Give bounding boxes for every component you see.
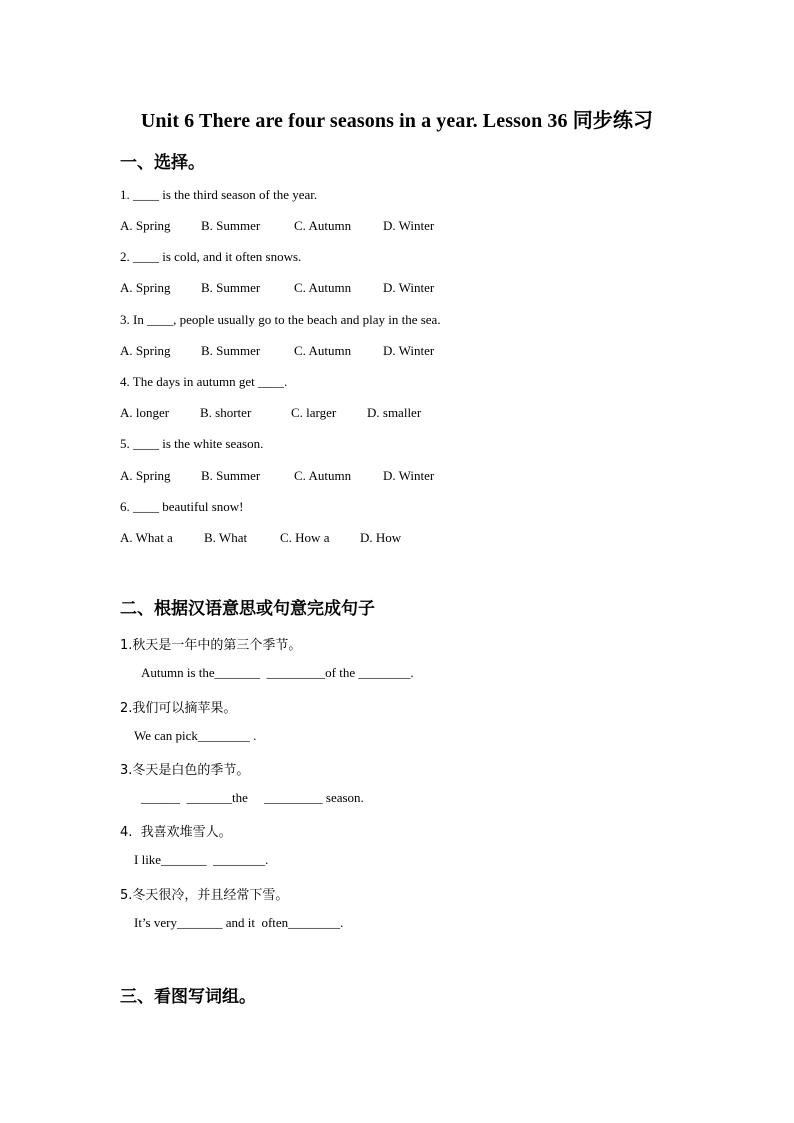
option-b: B. Summer	[201, 343, 261, 358]
option-c: C. How a	[280, 530, 330, 545]
option-c: C. Autumn	[294, 343, 352, 358]
sentence-2-chinese: 2.我们可以摘苹果。	[120, 701, 237, 716]
section-3-heading: 三、看图写词组。	[120, 987, 256, 1007]
option-b: B. shorter	[200, 405, 252, 420]
option-c: C. larger	[291, 405, 337, 420]
question-2-stem: 2. ____ is cold, and it often snows.	[120, 249, 302, 264]
option-c: C. Autumn	[294, 280, 352, 295]
option-b: B. Summer	[201, 468, 261, 483]
page-title: Unit 6 There are four seasons in a year. Lesson 36 同步练习	[140, 110, 654, 132]
question-6-stem: 6. ____ beautiful snow!	[120, 499, 244, 514]
sentence-4-english: I like_______ ________.	[134, 852, 269, 867]
option-d: D. Winter	[383, 280, 435, 295]
sentence-3-english: ______ _______the _________ season.	[141, 790, 364, 805]
sentence-3-chinese: 3.冬天是白色的季节。	[120, 763, 250, 778]
option-d: D. How	[360, 530, 402, 545]
option-a: A. Spring	[120, 218, 171, 233]
option-a: A. Spring	[120, 468, 171, 483]
option-d: D. Winter	[383, 343, 435, 358]
option-a: A. Spring	[120, 280, 171, 295]
section-2-heading: 二、根据汉语意思或句意完成句子	[120, 599, 375, 619]
option-d: D. Winter	[383, 468, 435, 483]
option-d: D. smaller	[367, 405, 422, 420]
option-b: B. Summer	[201, 218, 261, 233]
option-b: B. What	[204, 530, 248, 545]
sentence-1-english: Autumn is the_______ _________of the ________.	[141, 665, 414, 680]
option-d: D. Winter	[383, 218, 435, 233]
sentence-1-chinese: 1.秋天是一年中的第三个季节。	[120, 638, 302, 653]
section-1-heading: 一、选择。	[120, 153, 205, 173]
question-4-stem: 4. The days in autumn get ____.	[120, 374, 288, 389]
option-a: A. What a	[120, 530, 173, 545]
question-1-stem: 1. ____ is the third season of the year.	[120, 187, 318, 202]
option-a: A. longer	[120, 405, 170, 420]
sentence-4-chinese: 4. 我喜欢堆雪人。	[120, 825, 232, 840]
option-c: C. Autumn	[294, 468, 352, 483]
sentence-2-english: We can pick________ .	[134, 728, 257, 743]
question-3-stem: 3. In ____, people usually go to the beach and play in the sea.	[120, 312, 441, 327]
option-a: A. Spring	[120, 343, 171, 358]
question-5-stem: 5. ____ is the white season.	[120, 436, 264, 451]
option-c: C. Autumn	[294, 218, 352, 233]
option-b: B. Summer	[201, 280, 261, 295]
sentence-5-chinese: 5.冬天很冷，并且经常下雪。	[120, 888, 289, 903]
sentence-5-english: It’s very_______ and it often________.	[134, 915, 344, 930]
